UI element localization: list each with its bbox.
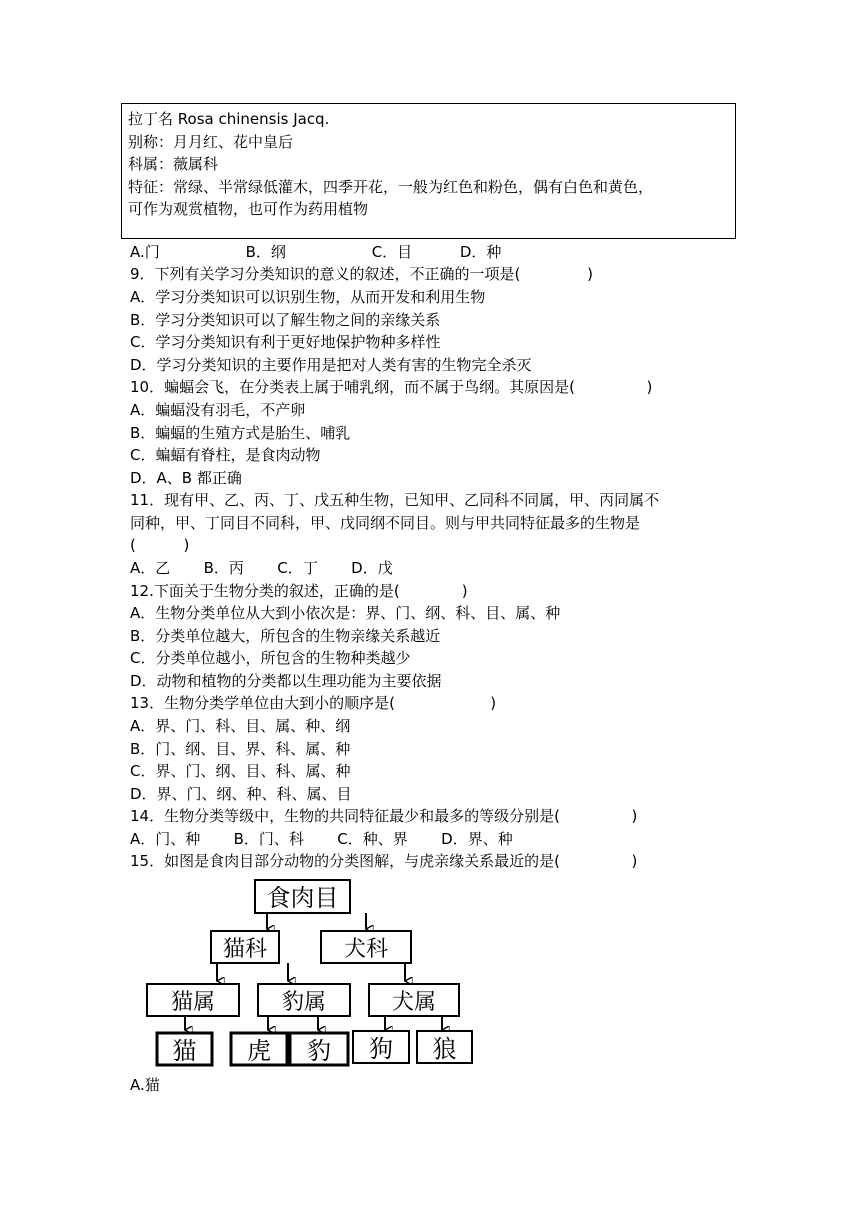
genus-label-panthera: 豹属 bbox=[281, 990, 327, 1015]
q12-option-b: B．分类单位越大，所包含的生物亲缘关系越近 bbox=[130, 627, 441, 645]
q13-option-b: B．门、纲、目、界、科、属、种 bbox=[130, 740, 351, 758]
latin-name-line: 拉丁名 Rosa chinensis Jacq. bbox=[128, 110, 330, 128]
classification-diagram bbox=[140, 873, 480, 1069]
species-label-cat: 猫 bbox=[172, 1037, 197, 1065]
q10-stem: 10．蝙蝠会飞，在分类表上属于哺乳纲，而不属于鸟纲。其原因是( ) bbox=[130, 378, 653, 396]
q11-bracket: ( ) bbox=[130, 536, 190, 554]
q14-options: A．门、种 B．门、科 C．种、界 D．界、种 bbox=[130, 830, 513, 848]
q15-option-a: A.猫 bbox=[130, 1076, 160, 1094]
q12-option-c: C．分类单位越小，所包含的生物种类越少 bbox=[130, 649, 411, 667]
q12-option-a: A．生物分类单位从大到小依次是：界、门、纲、科、目、属、种 bbox=[130, 604, 561, 622]
alias-line: 别称：月月红、花中皇后 bbox=[128, 132, 294, 151]
q11-stem-2: 同种，甲、丁同目不同科，甲、戊同纲不同目。则与甲共同特征最多的生物是 bbox=[130, 514, 641, 532]
q8-options: A.门 B．纲 C．目 D．种 bbox=[130, 243, 502, 261]
q12-option-d: D．动物和植物的分类都以生理功能为主要依据 bbox=[130, 672, 442, 690]
family-line: 科属：薇属科 bbox=[128, 155, 219, 173]
genus-label-dog: 犬属 bbox=[391, 990, 437, 1015]
species-label-dog: 狗 bbox=[369, 1035, 393, 1063]
q11-stem-1: 11．现有甲、乙、丙、丁、戊五种生物，已知甲、乙同科不同属，甲、丙同属不 bbox=[130, 491, 660, 509]
q13-option-a: A．界、门、科、目、属、种、纲 bbox=[130, 717, 351, 735]
q13-option-c: C．界、门、纲、目、科、属、种 bbox=[130, 762, 351, 780]
order-label: 食肉目 bbox=[266, 884, 339, 912]
q9-option-b: B．学习分类知识可以了解生物之间的亲缘关系 bbox=[130, 311, 441, 329]
family-label-cat: 猫科 bbox=[222, 937, 268, 962]
q11-options: A．乙 B．丙 C．丁 D．戊 bbox=[130, 559, 393, 577]
q13-option-d: D．界、门、纲、种、科、属、目 bbox=[130, 785, 352, 803]
question-info-box bbox=[121, 103, 736, 239]
species-label-wolf: 狼 bbox=[432, 1035, 457, 1063]
feature-line-1: 特征：常绿、半常绿低灌木，四季开花，一般为红色和粉色，偶有白色和黄色， bbox=[128, 177, 654, 196]
family-label-dog: 犬科 bbox=[343, 937, 389, 962]
q10-option-d: D．A、B 都正确 bbox=[130, 469, 242, 487]
q13-stem: 13．生物分类学单位由大到小的顺序是( ) bbox=[130, 694, 497, 712]
species-label-leopard: 豹 bbox=[307, 1037, 331, 1065]
genus-label-cat: 猫属 bbox=[170, 990, 216, 1015]
q14-stem: 14．生物分类等级中，生物的共同特征最少和最多的等级分别是( ) bbox=[130, 807, 638, 825]
q10-option-b: B．蝙蝠的生殖方式是胎生、哺乳 bbox=[130, 424, 351, 442]
q9-option-c: C．学习分类知识有利于更好地保护物种多样性 bbox=[130, 333, 441, 351]
q10-option-a: A．蝙蝠没有羽毛，不产卵 bbox=[130, 401, 306, 419]
feature-line-2: 可作为观赏植物，也可作为药用植物 bbox=[128, 200, 369, 218]
q9-stem: 9．下列有关学习分类知识的意义的叙述，不正确的一项是( ) bbox=[130, 265, 594, 283]
q9-option-a: A．学习分类知识可以识别生物，从而开发和利用生物 bbox=[130, 288, 486, 306]
species-label-tiger: 虎 bbox=[247, 1037, 271, 1065]
q15-stem: 15．如图是食肉目部分动物的分类图解，与虎亲缘关系最近的是( ) bbox=[130, 852, 638, 870]
q9-option-d: D．学习分类知识的主要作用是把对人类有害的生物完全杀灭 bbox=[130, 356, 532, 374]
q10-option-c: C．蝙蝠有脊柱，是食肉动物 bbox=[130, 446, 321, 464]
q12-stem: 12.下面关于生物分类的叙述，正确的是( ) bbox=[130, 582, 468, 600]
